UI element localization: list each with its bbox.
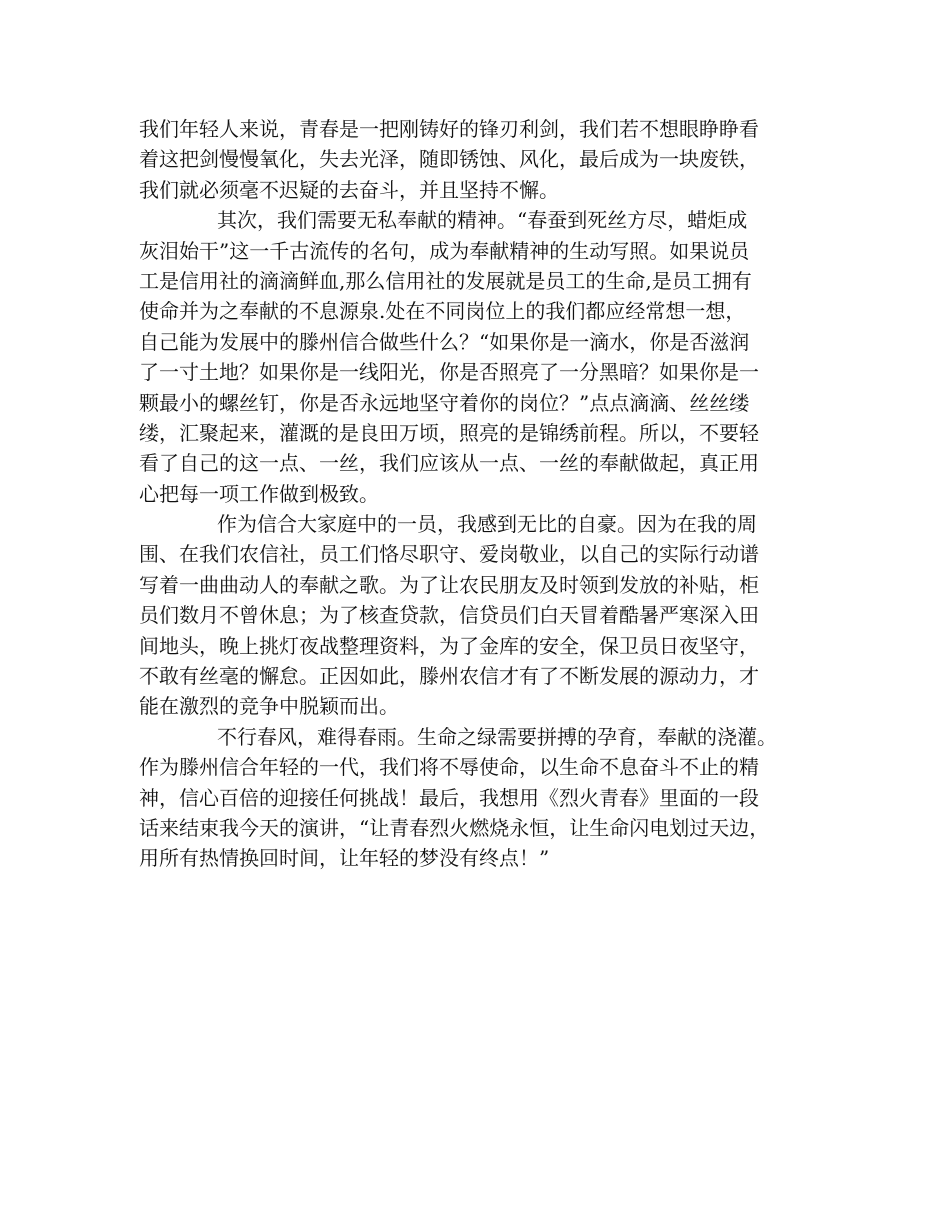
text-line: 了一寸土地？如果你是一线阳光，你是否照亮了一分黑暗？如果你是一: [139, 360, 759, 385]
text-line: 工是信用社的滴滴鲜血,那么信用社的发展就是员工的生命,是员工拥有: [139, 268, 752, 293]
text-line: 我们年轻人来说，青春是一把刚铸好的锋刃利剑，我们若不想眼睁睁看: [139, 117, 759, 141]
text-line: 员们数月不曾休息；为了核查贷款，信贷员们白天冒着酷暑严寒深入田: [139, 603, 759, 628]
text-line: 使命并为之奉献的不息源泉.处在不同岗位上的我们都应经常想一想，: [139, 299, 746, 324]
text-line: 作为信合大家庭中的一员，我感到无比的自豪。因为在我的周: [217, 512, 757, 537]
text-line: 我们就必须毫不迟疑的去奋斗，并且坚持不懈。: [139, 177, 559, 202]
text-line: 围、在我们农信社，员工们恪尽职守、爱岗敬业，以自己的实际行动谱: [139, 542, 759, 567]
text-line: 话来结束我今天的演讲，“让青春烈火燃烧永恒，让生命闪电划过天边，: [139, 815, 770, 840]
text-line: 不行春风，难得春雨。生命之绿需要拼搏的孕育，奉献的浇灌。: [217, 724, 777, 749]
paragraph-2: [139, 205, 829, 509]
text-line: 缕，汇聚起来，灌溉的是良田万顷，照亮的是锦绣前程。所以，不要轻: [139, 420, 759, 445]
paragraph-3: [139, 509, 829, 722]
text-line: 颗最小的螺丝钉，你是否永远地坚守着你的岗位？”点点滴滴、丝丝缕: [139, 390, 750, 415]
text-line: 灰泪始干”这一千古流传的名句，成为奉献精神的生动写照。如果说员: [139, 238, 750, 263]
text-line: 不敢有丝毫的懈怠。正因如此，滕州农信才有了不断发展的源动力，才: [139, 664, 759, 689]
paragraph-1: [139, 114, 829, 205]
text-line: 间地头，晚上挑灯夜战整理资料，为了金库的安全，保卫员日夜坚守，: [139, 633, 759, 658]
text-line: 心把每一项工作做到极致。: [139, 481, 379, 506]
text-line: 自己能为发展中的滕州信合做些什么？“如果你是一滴水，你是否滋润: [139, 329, 750, 354]
document-body: [139, 114, 829, 874]
text-line: 作为滕州信合年轻的一代，我们将不辱使命，以生命不息奋斗不止的精: [139, 755, 759, 780]
text-line: 其次，我们需要无私奉献的精神。“春蚕到死丝方尽，蜡炬成: [217, 208, 748, 233]
text-line: 着这把剑慢慢氧化，失去光泽，随即锈蚀、风化，最后成为一块废铁，: [139, 147, 759, 172]
text-line: 看了自己的这一点、一丝，我们应该从一点、一丝的奉献做起，真正用: [139, 451, 759, 476]
text-line: 神，信心百倍的迎接任何挑战！最后，我想用《烈火青春》里面的一段: [139, 785, 759, 810]
text-line: 写着一曲曲动人的奉献之歌。为了让农民朋友及时领到发放的补贴，柜: [139, 572, 759, 597]
text-line: 能在激烈的竞争中脱颖而出。: [139, 694, 399, 719]
text-line: 用所有热情换回时间，让年轻的梦没有终点！”: [139, 846, 550, 871]
paragraph-4: [139, 722, 829, 874]
